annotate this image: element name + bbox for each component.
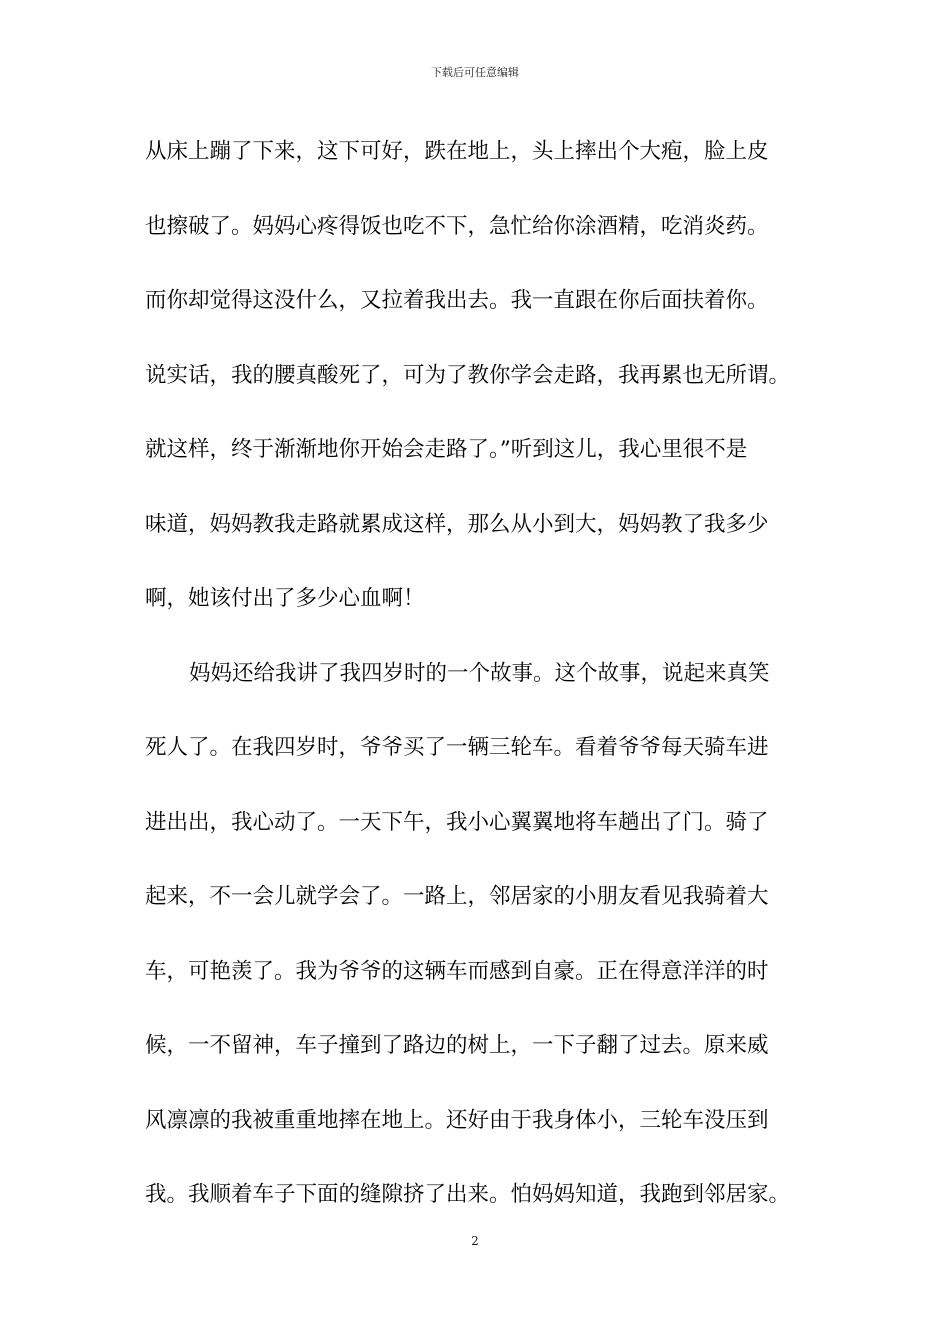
text-line: 起来，不一会儿就学会了。一路上，邻居家的小朋友看见我骑着大: [145, 884, 769, 909]
text-line: 也擦破了。妈妈心疼得饭也吃不下，急忙给你涂酒精，吃消炎药。: [145, 213, 769, 239]
page-header: 下载后可任意编辑: [431, 66, 519, 79]
text-line: 啊，她该付出了多少心血啊！: [145, 586, 425, 611]
text-line: 从床上蹦了下来，这下可好，跌在地上，头上摔出个大疱，脸上皮: [145, 139, 769, 164]
text-line: 味道，妈妈教我走路就累成这样，那么从小到大，妈妈教了我多少: [145, 511, 769, 537]
text-line: 死人了。在我四岁时，爷爷买了一辆三轮车。看着爷爷每天骑车进: [145, 735, 769, 760]
text-line: 风凛凛的我被重重地摔在地上。还好由于我身体小，三轮车没压到: [145, 1107, 769, 1133]
page-number: 2: [471, 1234, 479, 1248]
text-line: 而你却觉得这没什么，又拉着我出去。我一直跟在你后面扶着你。: [145, 288, 769, 313]
paragraph-start-line: 妈妈还给我讲了我四岁时的一个故事。这个故事，说起来真笑: [189, 660, 770, 686]
text-line: 说实话，我的腰真酸死了，可为了教你学会走路，我再累也无所谓。: [145, 362, 791, 388]
text-line: 进出出，我心动了。一天下午，我小心翼翼地将车趟出了门。骑了: [145, 809, 769, 835]
text-line: 就这样，终于渐渐地你开始会走路了。”听到这儿，我心里很不是: [145, 437, 748, 462]
text-line: 我。我顺着车子下面的缝隙挤了出来。怕妈妈知道，我跑到邻居家。: [145, 1182, 791, 1207]
text-line: 候，一不留神，车子撞到了路边的树上，一下子翻了过去。原来威: [145, 1033, 769, 1058]
text-line: 车，可艳羡了。我为爷爷的这辆车而感到自豪。正在得意洋洋的时: [145, 958, 769, 984]
body-text: [145, 126, 825, 1244]
